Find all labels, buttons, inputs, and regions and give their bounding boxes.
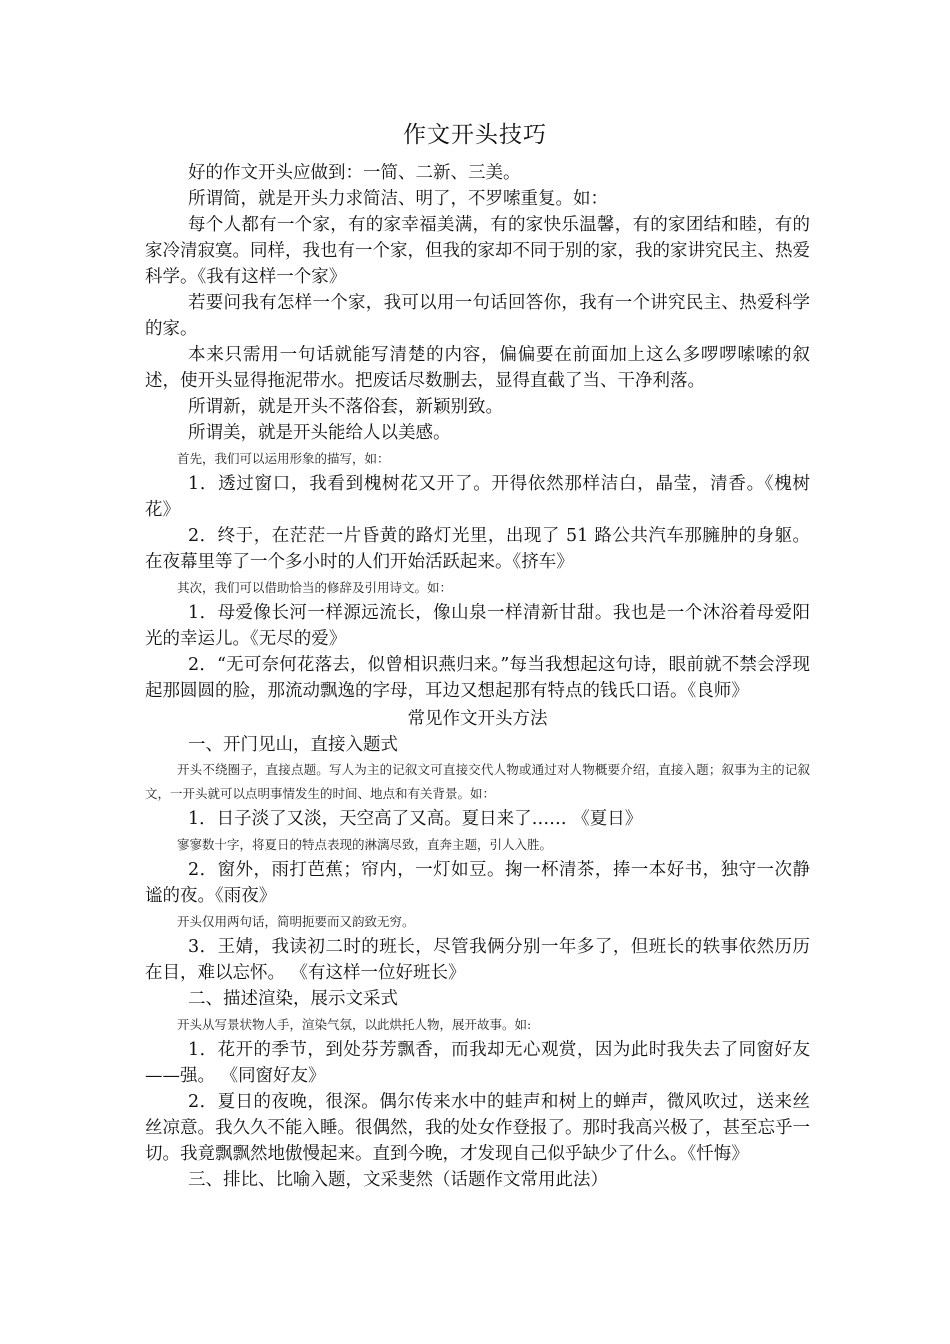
section-heading: 常见作文开头方法 <box>407 709 548 729</box>
body-paragraph: 二、描述渲染，展示文采式 <box>188 989 398 1009</box>
body-paragraph: 每个人都有一个家，有的家幸福美满，有的家快乐温馨，有的家团结和睦，有的家冷清寂寞。同样，我也有一个家，但我的家却不同于别的家，我的家讲究民主、热爱科学。《我有这样一个家》 <box>145 215 810 287</box>
body-paragraph: 三、排比、比喻入题，文采斐然（话题作文常用此法） <box>188 1170 608 1190</box>
document-body <box>145 160 810 1193</box>
body-paragraph: 2．终于，在茫茫一片昏黄的路灯光里，出现了 51 路公共汽车那臃肿的身躯。在夜幕里等了一个多小时的人们开始活跃起来。《挤车》 <box>145 526 810 572</box>
note-paragraph: 开头不绕圈子，直接点题。写人为主的记叙文可直接交代人物或通过对人物概要介绍，直接入题；叙事为主的记叙文，一开头就可以点明事情发生的时间、地点和有关背景。如： <box>145 762 810 801</box>
note-paragraph: 开头从写景状物人手，渲染气氛，以此烘托人物，展开故事。如: <box>177 1017 532 1032</box>
note-paragraph: 开头仅用两句话，简明扼要而又韵致无穷。 <box>177 914 415 929</box>
document-title: 作文开头技巧 <box>403 122 547 148</box>
body-paragraph: 所谓简，就是开头力求简洁、明了，不罗嗦重复。如： <box>188 189 608 209</box>
note-paragraph: 寥寥数十字，将夏日的特点表现的淋漓尽致，直奔主题，引人入胜。 <box>177 837 553 852</box>
body-paragraph: 1．透过窗口，我看到槐树花又开了。开得依然那样洁白，晶莹，清香。《槐树花》 <box>145 474 810 520</box>
body-paragraph: 3．王婧，我读初二时的班长，尽管我俩分别一年多了，但班长的轶事依然历历在目，难以忘怀。 《有这样一位好班长》 <box>145 937 810 983</box>
note-paragraph: 首先，我们可以运用形象的描写，如： <box>177 451 390 466</box>
body-paragraph: 1．花开的季节，到处芬芳飘香，而我却无心观赏，因为此时我失去了同窗好友——强。 《同窗好友》 <box>145 1040 810 1086</box>
body-paragraph: 2．“无可奈何花落去，似曾相识燕归来。”每当我想起这句诗，眼前就不禁会浮现起那圆圆的脸，那流动飘逸的字母，耳边又想起那有特点的钱氏口语。《良师》 <box>145 655 810 701</box>
body-paragraph: 1．日子淡了又淡，天空高了又高。夏日来了…… 《夏日》 <box>188 809 643 829</box>
body-paragraph: 若要问我有怎样一个家，我可以用一句话回答你，我有一个讲究民主、热爱科学的家。 <box>145 293 810 339</box>
body-paragraph: 一、开门见山，直接入题式 <box>188 735 398 755</box>
body-paragraph: 本来只需用一句话就能写清楚的内容，偏偏要在前面加上这么多啰啰嗦嗦的叙述，使开头显得拖泥带水。把废话尽数删去，显得直截了当、干净利落。 <box>145 345 810 391</box>
note-paragraph: 其次，我们可以借助恰当的修辞及引用诗文。如： <box>177 580 453 595</box>
body-paragraph: 所谓新，就是开头不落俗套，新颖别致。 <box>188 397 503 417</box>
body-paragraph: 2．夏日的夜晚，很深。偶尔传来水中的蛙声和树上的蝉声，微风吹过，送来丝丝凉意。我久久不能入睡。很偶然，我的处女作登报了。那时我高兴极了，甚至忘乎一切。我竟飘飘然地傲慢起来。直到今晚，才发现自己似乎缺少了什么。《忏悔》 <box>145 1092 810 1164</box>
body-paragraph: 2．窗外，雨打芭蕉；帘内，一灯如豆。掬一杯清茶，捧一本好书，独守一次静谧的夜。《雨夜》 <box>145 860 810 906</box>
body-paragraph: 好的作文开头应做到：一简、二新、三美。 <box>188 163 521 183</box>
body-paragraph: 1．母爱像长河一样源远流长，像山泉一样清新甘甜。我也是一个沐浴着母爱阳光的幸运儿。《无尽的爱》 <box>145 603 810 649</box>
body-paragraph: 所谓美，就是开头能给人以美感。 <box>188 423 451 443</box>
